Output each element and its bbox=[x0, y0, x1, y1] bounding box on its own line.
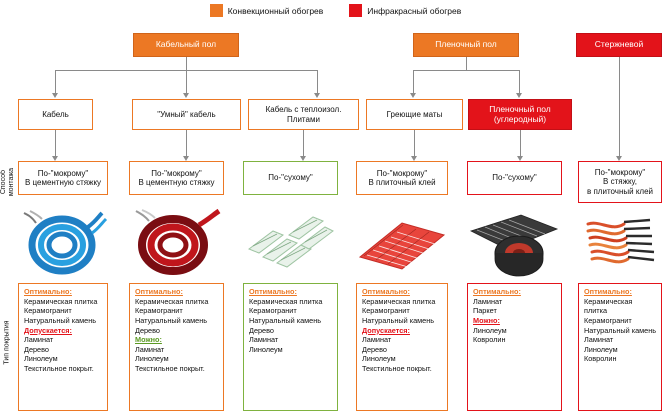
covering-card-2-optimal-1: Керамогранит bbox=[135, 306, 183, 316]
connector-cable-arrow-1 bbox=[52, 93, 58, 98]
connector-type3-drop bbox=[303, 130, 304, 156]
covering-card-6-optimal-3: Ламинат bbox=[584, 335, 614, 345]
covering-card-5 bbox=[467, 283, 562, 411]
connector-film-drop-2 bbox=[519, 70, 520, 93]
node-type-cable-thermal-label-line1: Кабель с теплоизол. bbox=[265, 105, 342, 115]
covering-card-1-optimal-label: Оптимально: bbox=[24, 287, 72, 296]
covering-card-6-optimal-5: Ковролин bbox=[584, 354, 617, 364]
product-image-film-roll bbox=[467, 205, 562, 277]
covering-card-3-optimal-2: Натуральный камень bbox=[249, 315, 322, 325]
covering-card-2-allowed-0: Ламинат bbox=[135, 344, 165, 354]
covering-card-6-optimal-2: Натуральный камень bbox=[584, 325, 657, 335]
connector-type2-drop bbox=[186, 130, 187, 156]
covering-card-6-optimal-1: Керамогранит bbox=[584, 315, 632, 325]
legend-label-infrared: Инфракрасный обогрев bbox=[367, 5, 462, 16]
connector-film-arrow-2 bbox=[516, 93, 522, 98]
covering-card-2 bbox=[129, 283, 224, 411]
node-mount-1-line1: По-"мокрому" bbox=[37, 168, 89, 178]
covering-card-6-optimal-4: Линолеум bbox=[584, 344, 618, 354]
node-mount-3[interactable] bbox=[243, 161, 338, 195]
axis-label-covering bbox=[4, 313, 11, 373]
node-type-cable[interactable] bbox=[18, 99, 93, 130]
node-type-film-carbon-label-line1: Пленочный пол bbox=[489, 103, 551, 114]
covering-card-1 bbox=[18, 283, 108, 411]
connector-film-floor-stem bbox=[466, 57, 467, 70]
covering-card-5-optimal-1: Паркет bbox=[473, 306, 497, 316]
covering-card-3-optimal-0: Керамическая плитка bbox=[249, 296, 323, 306]
legend bbox=[0, 4, 671, 17]
legend-item-infrared bbox=[349, 4, 461, 17]
connector-type1-drop bbox=[55, 130, 56, 156]
axis-label-mounting bbox=[0, 159, 16, 205]
product-image-rod-mat bbox=[578, 210, 662, 277]
node-film-floor[interactable] bbox=[413, 33, 519, 57]
node-mount-6-line1: По-"мокрому" bbox=[594, 168, 646, 178]
covering-card-4-optimal-1: Керамогранит bbox=[362, 306, 410, 316]
node-type-heating-mats[interactable] bbox=[366, 99, 463, 130]
product-image-blue-cable bbox=[18, 205, 108, 277]
node-mount-4[interactable] bbox=[356, 161, 448, 195]
node-type-smart-cable[interactable] bbox=[132, 99, 241, 130]
legend-swatch-red-icon bbox=[349, 4, 362, 17]
node-mount-6-line3: в плиточный клей bbox=[587, 186, 653, 196]
product-image-heating-mat bbox=[356, 205, 448, 277]
legend-item-convection bbox=[210, 4, 324, 17]
node-mount-2-line1: По-"мокрому" bbox=[151, 168, 202, 178]
node-film-floor-label: Пленочный пол bbox=[435, 39, 497, 50]
covering-card-2-optimal-2: Натуральный камень bbox=[135, 315, 208, 325]
covering-card-1-optimal-0: Керамическая плитка bbox=[24, 296, 98, 306]
connector-type5-drop bbox=[520, 130, 521, 156]
covering-card-4-optimal-0: Керамическая плитка bbox=[362, 296, 436, 306]
node-type-heating-mats-label: Греющие маты bbox=[386, 109, 443, 119]
node-rod-floor[interactable] bbox=[576, 33, 662, 57]
connector-film-drop-1 bbox=[413, 70, 414, 93]
covering-card-2-allowed-label: Можно: bbox=[135, 335, 162, 345]
connector-cable-floor-stem bbox=[186, 57, 187, 70]
covering-card-1-allowed-2: Линолеум bbox=[24, 354, 58, 364]
covering-card-4 bbox=[356, 283, 448, 411]
node-mount-1-line2: В цементную стяжку bbox=[24, 178, 102, 187]
covering-card-3-optimal-label: Оптимально: bbox=[249, 287, 297, 296]
covering-card-3-optimal-5: Линолеум bbox=[249, 344, 283, 354]
node-mount-2-line2: В цементную стяжку bbox=[138, 178, 215, 187]
connector-film-floor-bus bbox=[413, 70, 519, 71]
covering-card-4-allowed-label: Допускается: bbox=[362, 325, 410, 335]
connector-rod-stem bbox=[619, 57, 620, 156]
node-mount-6[interactable] bbox=[578, 161, 662, 203]
covering-card-5-allowed-0: Линолеум bbox=[473, 325, 507, 335]
covering-card-6-optimal-label: Оптимально: bbox=[584, 287, 632, 296]
node-mount-2[interactable] bbox=[129, 161, 224, 195]
covering-card-1-optimal-2: Натуральный камень bbox=[24, 315, 97, 325]
covering-card-2-optimal-label: Оптимально: bbox=[135, 287, 183, 296]
covering-card-6-optimal-0: Керамическая плитка bbox=[584, 296, 633, 316]
connector-film-arrow-1 bbox=[410, 93, 416, 98]
covering-card-2-optimal-0: Керамическая плитка bbox=[135, 296, 209, 306]
axis-label-mounting-line1: Способ bbox=[0, 169, 7, 195]
covering-card-4-allowed-2: Линолеум bbox=[362, 354, 396, 364]
connector-cable-arrow-2 bbox=[183, 93, 189, 98]
connector-cable-drop-3 bbox=[317, 70, 318, 93]
node-rod-floor-label: Стержневой bbox=[594, 39, 644, 50]
covering-card-3 bbox=[243, 283, 338, 411]
covering-card-4-allowed-3: Текстильное покрыт. bbox=[362, 364, 432, 373]
covering-card-5-optimal-0: Ламинат bbox=[473, 296, 503, 306]
node-cable-floor-label: Кабельный пол bbox=[155, 39, 217, 50]
node-mount-4-line2: В плиточный клей bbox=[368, 178, 436, 187]
covering-card-5-allowed-1: Ковролин bbox=[473, 335, 506, 345]
product-image-red-cable bbox=[129, 205, 224, 277]
covering-card-1-allowed-1: Дерево bbox=[24, 344, 49, 354]
legend-swatch-orange-icon bbox=[210, 4, 223, 17]
node-mount-3-line1: По-"сухому" bbox=[268, 173, 313, 183]
node-type-cable-thermal-label-line2: Плитами bbox=[287, 114, 320, 124]
node-type-smart-cable-label: "Умный" кабель bbox=[157, 109, 216, 119]
node-type-film-carbon[interactable] bbox=[468, 99, 572, 130]
axis-label-covering-text: Тип покрытия bbox=[3, 320, 11, 365]
covering-card-2-allowed-1: Линолеум bbox=[135, 354, 169, 364]
connector-type4-drop bbox=[414, 130, 415, 156]
node-type-cable-label: Кабель bbox=[42, 109, 69, 119]
covering-card-1-allowed-0: Ламинат bbox=[24, 335, 54, 345]
node-mount-5[interactable] bbox=[467, 161, 562, 195]
covering-card-4-allowed-1: Дерево bbox=[362, 344, 387, 354]
covering-card-1-allowed-label: Допускается: bbox=[24, 325, 72, 335]
node-mount-6-line2: В стяжку, bbox=[603, 177, 637, 187]
node-type-film-carbon-label-line2: (углеродный) bbox=[493, 113, 547, 124]
node-mount-1[interactable] bbox=[18, 161, 108, 195]
covering-card-1-allowed-3: Текстильное покрыт. bbox=[24, 364, 94, 373]
connector-cable-drop-1 bbox=[55, 70, 56, 93]
covering-card-2-optimal-3: Дерево bbox=[135, 325, 160, 335]
node-mount-4-line1: По-"мокрому" bbox=[376, 168, 428, 178]
node-mount-5-line1: По-"сухому" bbox=[492, 173, 537, 183]
covering-card-4-optimal-2: Натуральный камень bbox=[362, 315, 435, 325]
product-image-thermal-plates bbox=[243, 205, 338, 277]
covering-card-6 bbox=[578, 283, 662, 411]
node-cable-floor[interactable] bbox=[133, 33, 239, 57]
covering-card-1-optimal-1: Керамогранит bbox=[24, 306, 72, 316]
covering-card-4-allowed-0: Ламинат bbox=[362, 335, 392, 345]
covering-card-4-optimal-label: Оптимально: bbox=[362, 287, 410, 296]
covering-card-3-optimal-3: Дерево bbox=[249, 325, 274, 335]
node-type-cable-thermal[interactable] bbox=[248, 99, 359, 130]
covering-card-5-allowed-label: Можно: bbox=[473, 315, 500, 325]
axis-label-mounting-line2: монтажа bbox=[8, 167, 15, 197]
connector-cable-arrow-3 bbox=[314, 93, 320, 98]
legend-label-convection: Конвекционный обогрев bbox=[227, 5, 324, 16]
covering-card-3-optimal-1: Керамогранит bbox=[249, 306, 297, 316]
covering-card-5-optimal-label: Оптимально: bbox=[473, 287, 521, 296]
covering-card-3-optimal-4: Ламинат bbox=[249, 335, 279, 345]
connector-cable-drop-2 bbox=[186, 70, 187, 93]
covering-card-2-allowed-2: Текстильное покрыт. bbox=[135, 364, 205, 373]
